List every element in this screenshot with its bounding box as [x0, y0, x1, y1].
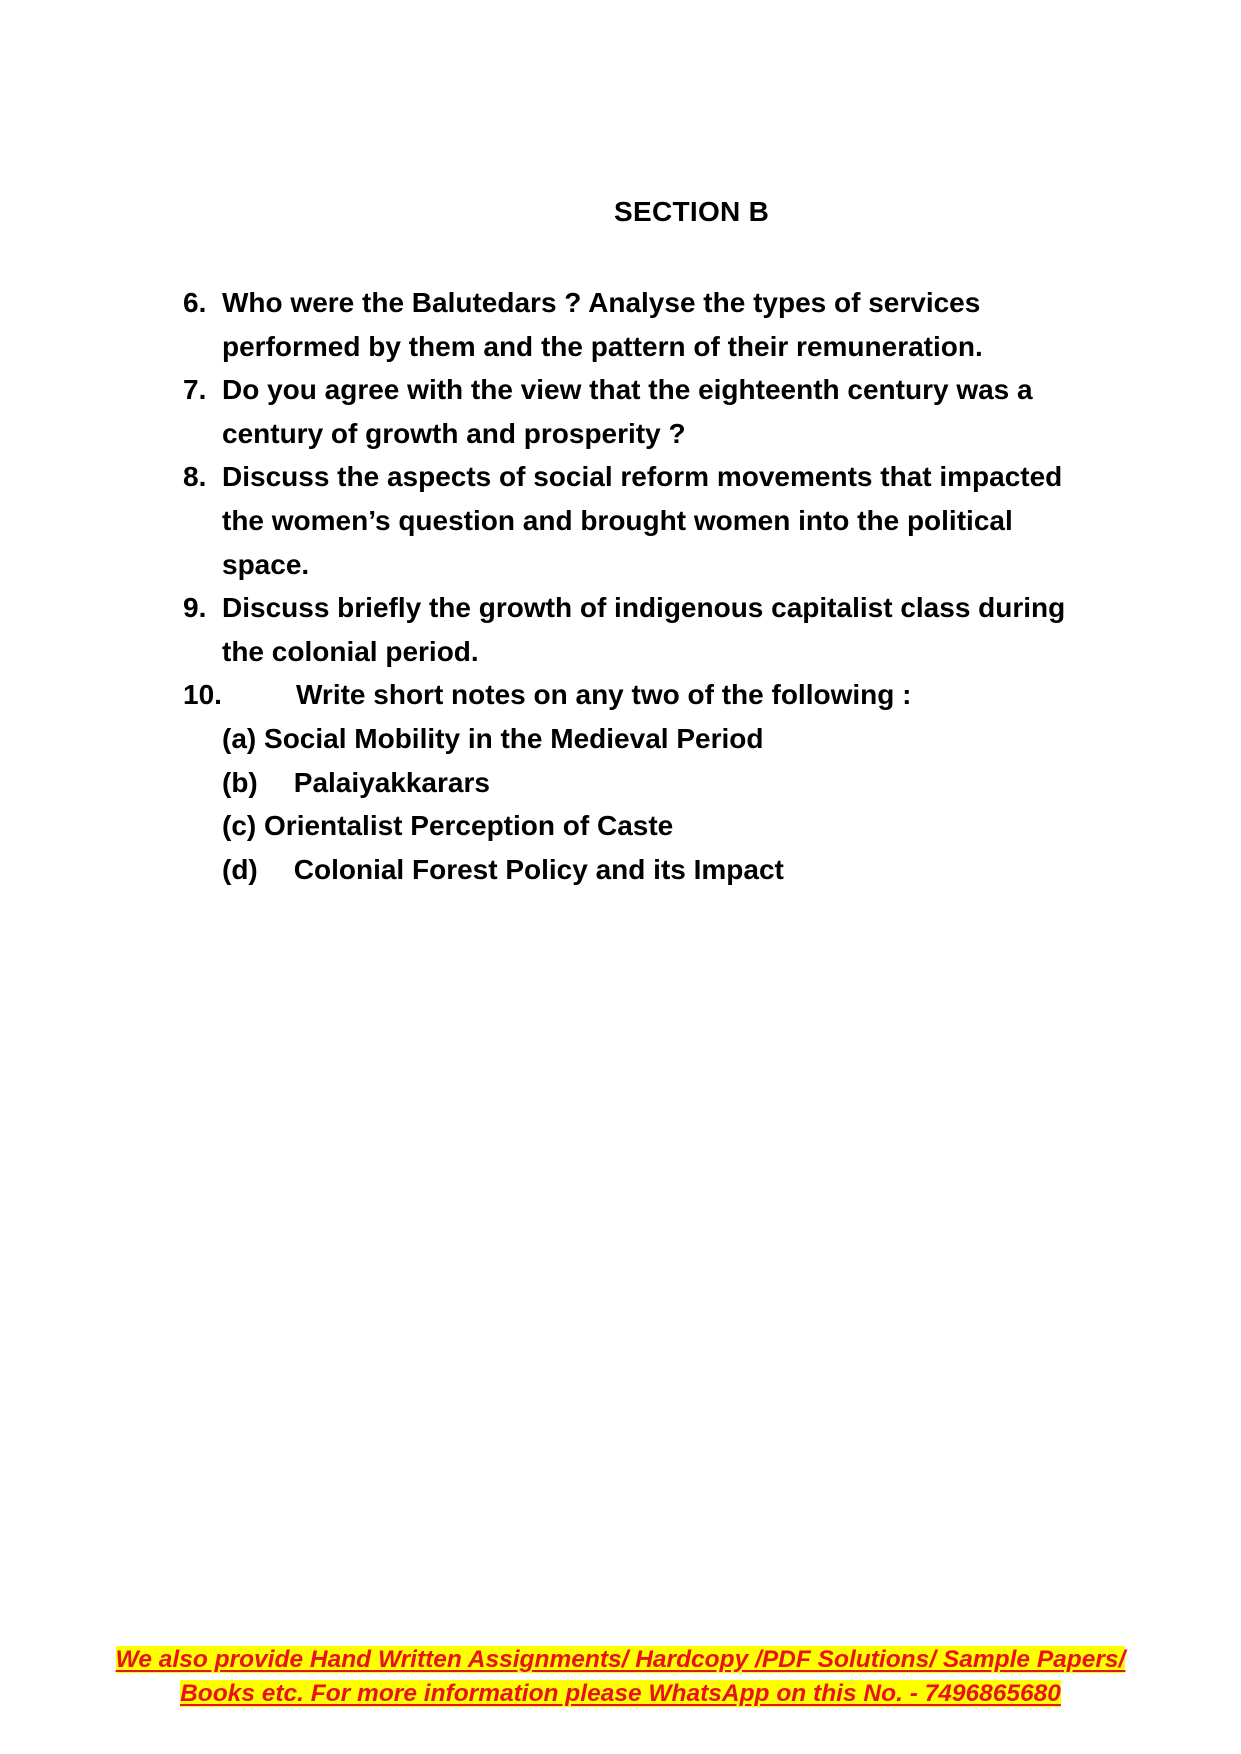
question-number: 6. [183, 287, 207, 318]
question-number: 7. [183, 374, 207, 406]
subpart-label: (b) [222, 766, 258, 798]
question-9 [183, 586, 1083, 673]
question-number: 9. [183, 592, 207, 624]
subpart-d [183, 848, 1083, 892]
subpart-c [183, 804, 1083, 848]
question-line: Who were the Balutedars ? Analyse the types of services [222, 287, 981, 318]
question-10-heading [183, 673, 1083, 717]
question-7 [183, 368, 1083, 455]
subpart-label: (d) [222, 853, 258, 885]
question-line: Write short notes on any two of the following : [296, 679, 912, 711]
question-line: the women’s question and brought women into the political [222, 504, 1013, 536]
question-list [183, 281, 1083, 891]
subpart-label: (a) [222, 722, 257, 754]
question-line: Do you agree with the view that the eighteenth century was a [222, 374, 1033, 406]
question-number: 10. [183, 679, 222, 711]
question-10 [183, 673, 1083, 891]
promo-line-2: Books etc. For more information please WhatsApp on this No. - 7496865680 [180, 1680, 1061, 1707]
question-line: the colonial period. [222, 635, 479, 667]
subpart-text: Social Mobility in the Medieval Period [264, 722, 764, 754]
question-6 [183, 281, 1083, 368]
promo-footer [100, 1643, 1141, 1711]
subpart-a [183, 717, 1083, 761]
subpart-label: (c) [222, 810, 257, 842]
subpart-b [183, 761, 1083, 805]
subpart-text: Orientalist Perception of Caste [264, 810, 674, 842]
section-title: SECTION B [614, 196, 770, 227]
question-8 [183, 455, 1083, 586]
question-line: century of growth and prosperity ? [222, 417, 686, 449]
question-line: performed by them and the pattern of their remuneration. [222, 330, 983, 362]
question-number: 8. [183, 461, 207, 493]
question-line: Discuss the aspects of social reform movements that impacted [222, 461, 1063, 493]
promo-line-1: We also provide Hand Written Assignments/ Hardcopy /PDF Solutions/ Sample Papers/ [115, 1646, 1126, 1673]
question-line: space. [222, 548, 310, 580]
subpart-text: Colonial Forest Policy and its Impact [293, 853, 784, 885]
question-line: Discuss briefly the growth of indigenous capitalist class during [222, 592, 1066, 624]
subpart-text: Palaiyakkarars [293, 766, 490, 798]
